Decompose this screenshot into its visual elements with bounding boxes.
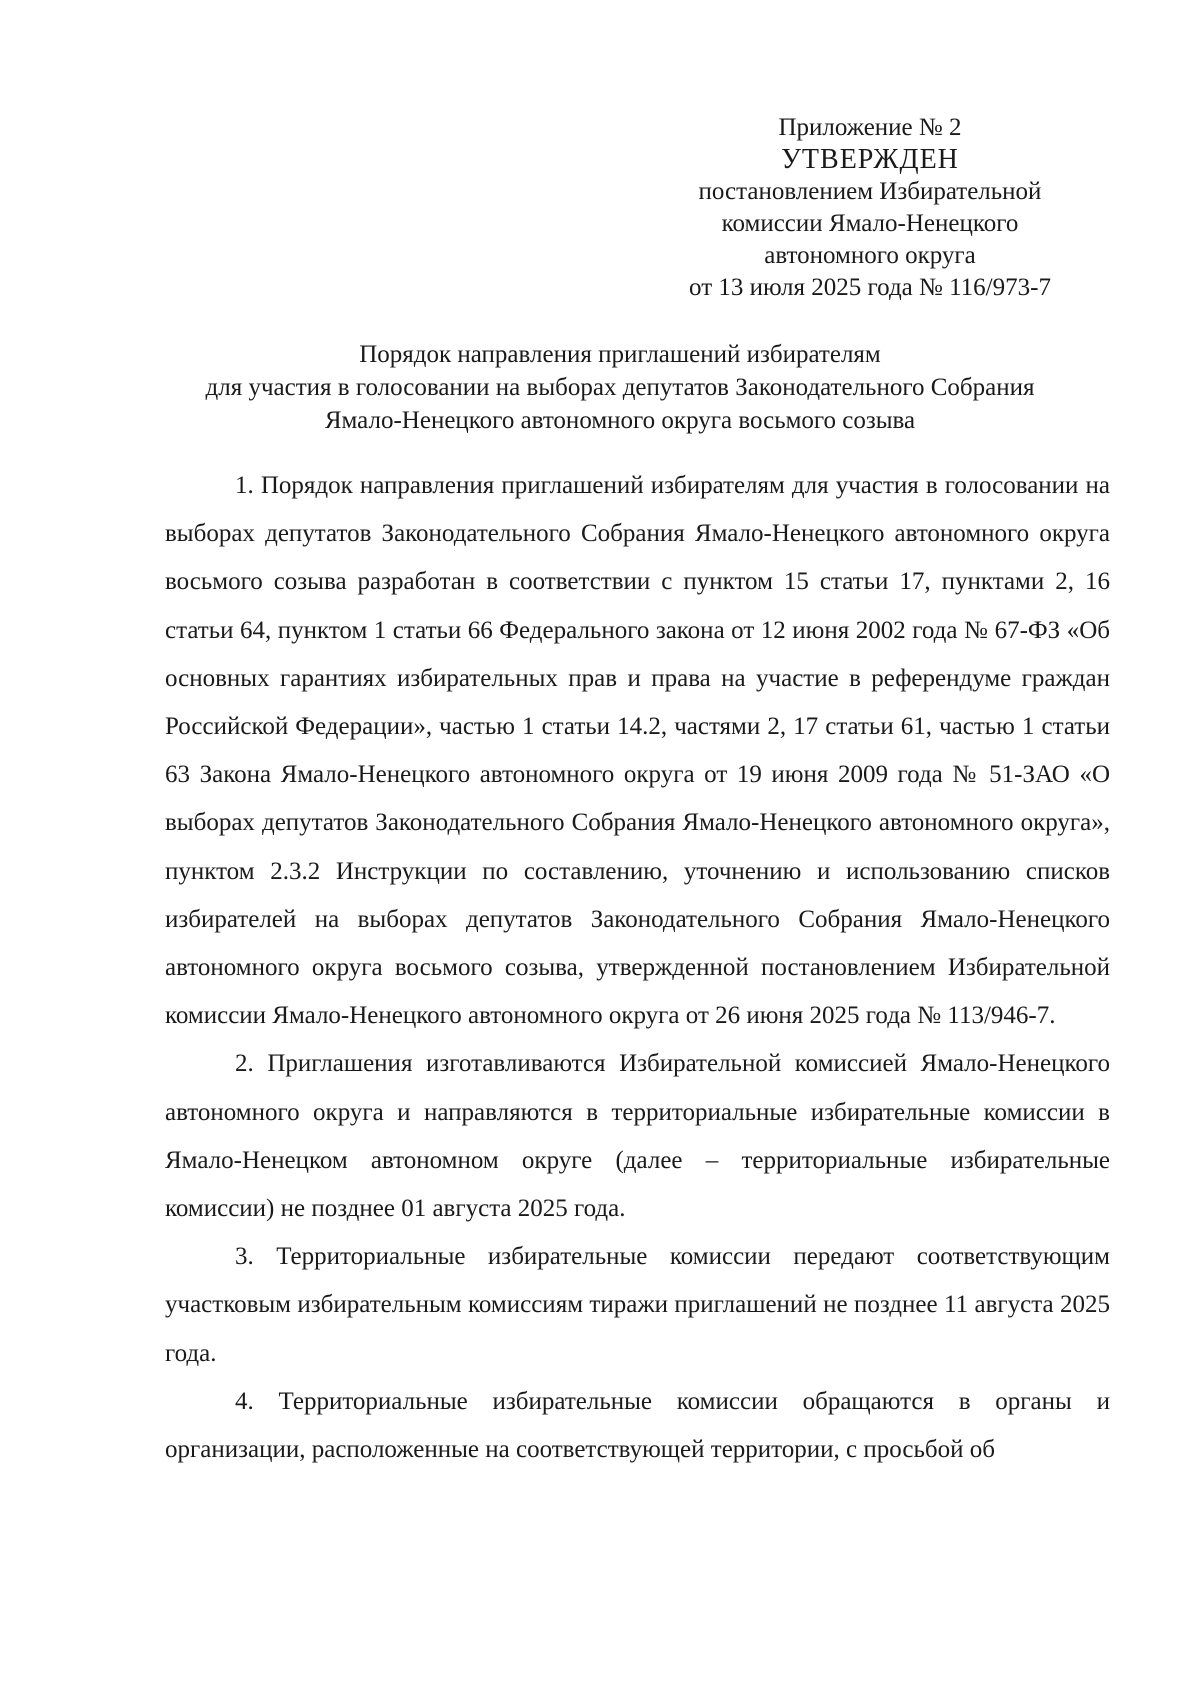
appendix-label: Приложение № 2 [778,114,962,141]
document-title [120,338,1120,437]
title-line-3: Ямало-Ненецкого автономного округа восьмого созыва [324,407,916,434]
paragraph-2: 2. Приглашения изготавливаются Избирательной комиссией Ямало-Ненецкого автономного округа и направляются в территориальные избирательные комиссии в Ямало-Ненецком автономном округе (далее – территориальные избирательные комиссии) не позднее 01 августа 2025 года. [165,1050,1110,1223]
approval-line-2: комиссии Ямало-Ненецкого [721,210,1019,237]
document-body [165,462,1110,1474]
approved-label: УТВЕРЖДЕН [781,144,959,175]
approval-stamp-block [660,112,1080,304]
paragraph-3: 3. Территориальные избирательные комиссии передают соответствующим участковым избирательным комиссиям тиражи приглашений не позднее 11 августа 2025 года. [165,1243,1110,1367]
title-line-1: Порядок направления приглашений избирателям [359,341,881,368]
paragraph-1: 1. Порядок направления приглашений избирателям для участия в голосовании на выборах депутатов Законодательного Собрания Ямало-Ненецкого автономного округа восьмого созыва разработан в соответствии с пунктом 15 статьи 17, пунктами 2, 16 статьи 64, пунктом 1 статьи 66 Федерального закона от 12 июня 2002 года № 67-ФЗ «Об основных гарантиях избирательных прав и права на участие в референдуме граждан Российской Федерации», частью 1 статьи 14.2, частями 2, 17 статьи 61, частью 1 статьи 63 Закона Ямало-Ненецкого автономного округа от 19 июня 2009 года № 51-ЗАО «О выборах депутатов Законодательного Собрания Ямало-Ненецкого автономного округа», пунктом 2.3.2 Инструкции по составлению, уточнению и использованию списков избирателей на выборах депутатов Законодательного Собрания Ямало-Ненецкого автономного округа восьмого созыва, утвержденной постановлением Избирательной комиссии Ямало-Ненецкого автономного округа от 26 июня 2025 года № 113/946-7. [165,472,1110,1030]
paragraph-4: 4. Территориальные избирательные комиссии обращаются в органы и организации, расположенные на соответствующей территории, с просьбой об [165,1387,1110,1464]
approval-line-3: автономного округа [764,242,976,269]
title-line-2: для участия в голосовании на выборах депутатов Законодательного Собрания [205,374,1035,401]
approval-line-1: постановлением Избирательной [698,178,1042,205]
approval-line-4: от 13 июля 2025 года № 116/973-7 [689,274,1051,301]
